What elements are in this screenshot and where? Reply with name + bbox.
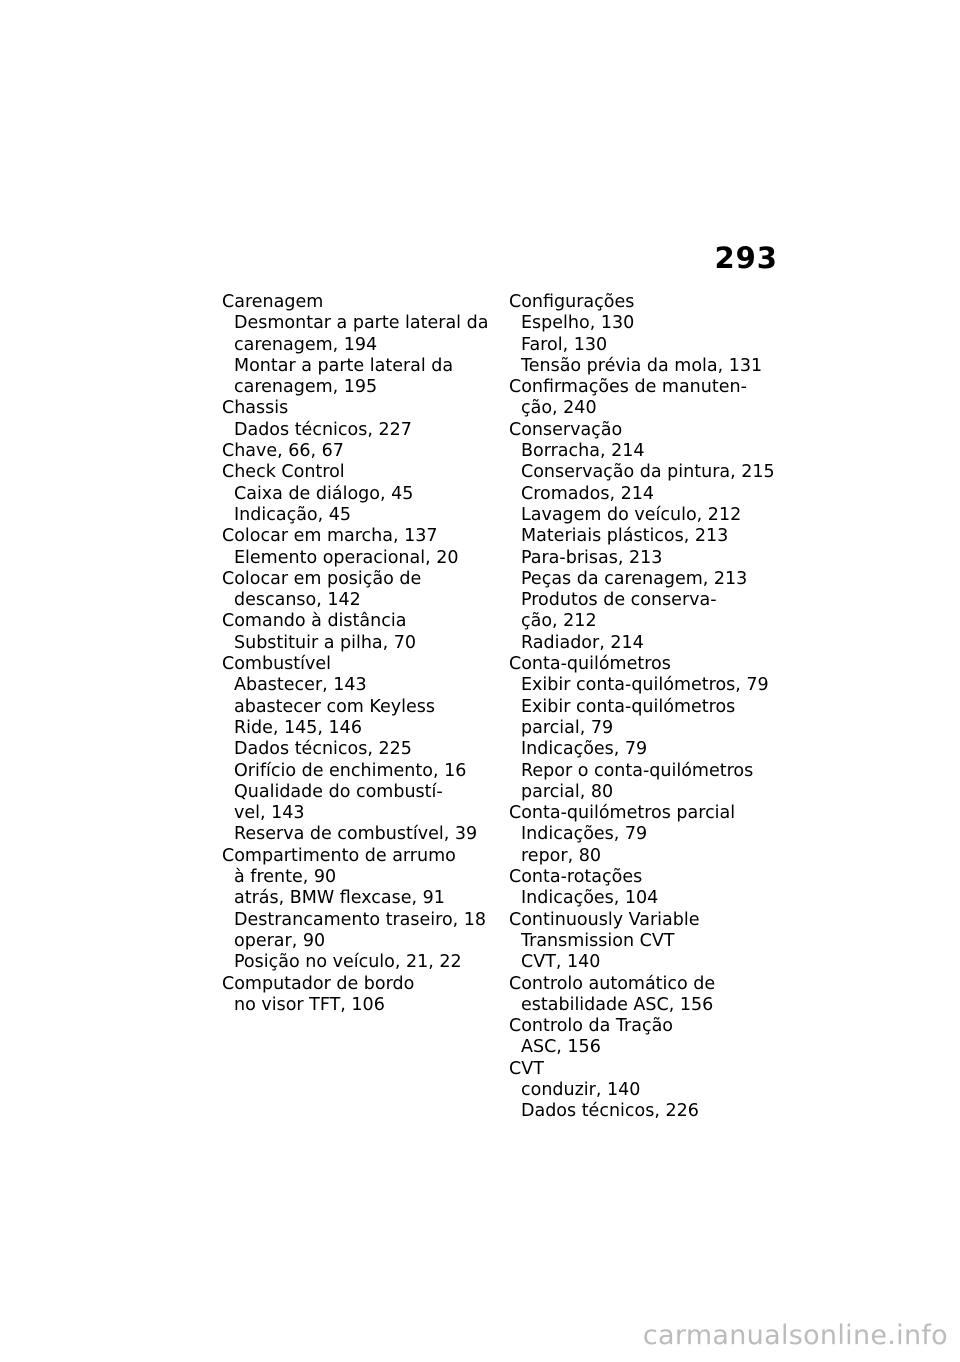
index-subentry: Farol, 130 xyxy=(521,334,608,355)
index-term: Comando à distância xyxy=(222,611,407,632)
index-subentry: Conservação da pintura, 215 xyxy=(521,462,775,483)
index-term: Controlo da Tração xyxy=(509,1016,674,1037)
index-subentry: Orifício de enchimento, 16 xyxy=(234,760,467,781)
index-subentry: Indicações, 104 xyxy=(521,888,659,909)
index-term: Confirmações de manuten- xyxy=(509,377,747,398)
index-subentry: Lavagem do veículo, 212 xyxy=(521,504,742,525)
watermark-text: carmanualsonline.info xyxy=(642,1320,948,1351)
index-term: Conservação xyxy=(509,419,623,440)
index-subentry: Substituir a pilha, 70 xyxy=(234,632,417,653)
index-subentry: no visor TFT, 106 xyxy=(234,994,385,1015)
index-subentry: conduzir, 140 xyxy=(521,1079,641,1100)
index-subentry: vel, 143 xyxy=(234,803,305,824)
index-subentry: Indicações, 79 xyxy=(521,824,648,845)
index-subentry: Desmontar a parte lateral da xyxy=(234,313,489,334)
index-entry xyxy=(509,803,771,867)
index-entry xyxy=(222,654,484,846)
index-subentry: atrás, BMW flexcase, 91 xyxy=(234,888,445,909)
page-number: 293 xyxy=(714,241,778,275)
index-subentry: descanso, 142 xyxy=(234,590,361,611)
index-subentry: CVT, 140 xyxy=(521,952,601,973)
index-term: Compartimento de arrumo xyxy=(222,845,456,866)
index-subentry: Qualidade do combustí- xyxy=(234,781,443,802)
index-subentry: Destrancamento traseiro, 18 xyxy=(234,909,487,930)
index-term: Colocar em posição de xyxy=(222,568,422,589)
index-entry xyxy=(222,974,484,1017)
index-subentry: estabilidade ASC, 156 xyxy=(521,994,714,1015)
index-entry xyxy=(222,398,484,441)
index-subentry: abastecer com Keyless xyxy=(234,696,435,717)
index-entry xyxy=(222,292,489,398)
index-term: Chave, 66, 67 xyxy=(222,441,344,462)
index-term: Chassis xyxy=(222,398,289,419)
index-entry xyxy=(509,974,771,1017)
index-subentry: Exibir conta-quilómetros xyxy=(521,696,736,717)
index-subentry: operar, 90 xyxy=(234,930,326,951)
index-entry xyxy=(222,526,484,569)
index-term: Conta-quilómetros parcial xyxy=(509,803,736,824)
index-subentry: ção, 240 xyxy=(521,398,597,419)
index-subentry: Para-brisas, 213 xyxy=(521,547,663,568)
index-term: Configurações xyxy=(509,292,635,312)
index-term: Combustível xyxy=(222,654,331,675)
index-subentry: repor, 80 xyxy=(521,845,601,866)
index-subentry: Peças da carenagem, 213 xyxy=(521,568,748,589)
index-entry xyxy=(222,569,484,612)
index-subentry: Indicações, 79 xyxy=(521,739,648,760)
index-subentry: Repor o conta-quilómetros xyxy=(521,760,754,781)
index-entry xyxy=(222,611,484,654)
index-term: Conta-rotações xyxy=(509,867,643,888)
index-term: Check Control xyxy=(222,462,345,483)
index-subentry: Exibir conta-quilómetros, 79 xyxy=(521,675,769,696)
index-subentry: Ride, 145, 146 xyxy=(234,717,362,738)
index-subentry: carenagem, 195 xyxy=(234,377,378,398)
index-entry xyxy=(509,292,771,377)
index-entry xyxy=(509,910,771,974)
index-subentry: Abastecer, 143 xyxy=(234,675,367,696)
index-subentry: Montar a parte lateral da xyxy=(234,355,454,376)
index-subentry: parcial, 79 xyxy=(521,717,614,738)
index-subentry: Indicação, 45 xyxy=(234,504,352,525)
index-entry xyxy=(222,845,487,974)
index-term: Carenagem xyxy=(222,292,324,312)
index-subentry: Posição no veículo, 21, 22 xyxy=(234,952,462,973)
index-entry xyxy=(222,441,484,462)
index-subentry: ASC, 156 xyxy=(521,1037,601,1058)
index-column-right xyxy=(509,292,775,1123)
index-entry xyxy=(509,419,775,654)
index-subentry: ção, 212 xyxy=(521,611,597,632)
index-subentry: Borracha, 214 xyxy=(521,441,645,462)
index-term: Controlo automático de xyxy=(509,973,716,994)
index-term: CVT xyxy=(509,1058,544,1079)
index-subentry: parcial, 80 xyxy=(521,781,614,802)
index-subentry: Materiais plásticos, 213 xyxy=(521,526,729,547)
index-column-left xyxy=(222,292,489,1016)
index-term: Continuously Variable xyxy=(509,909,700,930)
index-entry xyxy=(222,462,484,526)
index-term: Colocar em marcha, 137 xyxy=(222,526,438,547)
index-entry xyxy=(509,654,771,803)
index-entry xyxy=(509,1016,771,1059)
index-subentry: Produtos de conserva- xyxy=(521,590,717,611)
index-subentry: Caixa de diálogo, 45 xyxy=(234,483,414,504)
index-subentry: Transmission CVT xyxy=(521,930,675,951)
index-entry xyxy=(509,867,771,910)
index-term: Computador de bordo xyxy=(222,973,415,994)
index-subentry: Dados técnicos, 226 xyxy=(521,1101,699,1122)
index-subentry: carenagem, 194 xyxy=(234,334,378,355)
index-entry xyxy=(509,377,771,420)
index-subentry: Tensão prévia da mola, 131 xyxy=(521,355,763,376)
index-subentry: Dados técnicos, 225 xyxy=(234,739,412,760)
index-subentry: Reserva de combustível, 39 xyxy=(234,824,478,845)
index-subentry: Elemento operacional, 20 xyxy=(234,547,459,568)
index-subentry: à frente, 90 xyxy=(234,867,337,888)
index-subentry: Dados técnicos, 227 xyxy=(234,419,412,440)
index-subentry: Espelho, 130 xyxy=(521,313,635,334)
index-entry xyxy=(509,1059,771,1123)
index-term: Conta-quilómetros xyxy=(509,654,671,675)
index-subentry: Radiador, 214 xyxy=(521,632,644,653)
index-subentry: Cromados, 214 xyxy=(521,483,654,504)
